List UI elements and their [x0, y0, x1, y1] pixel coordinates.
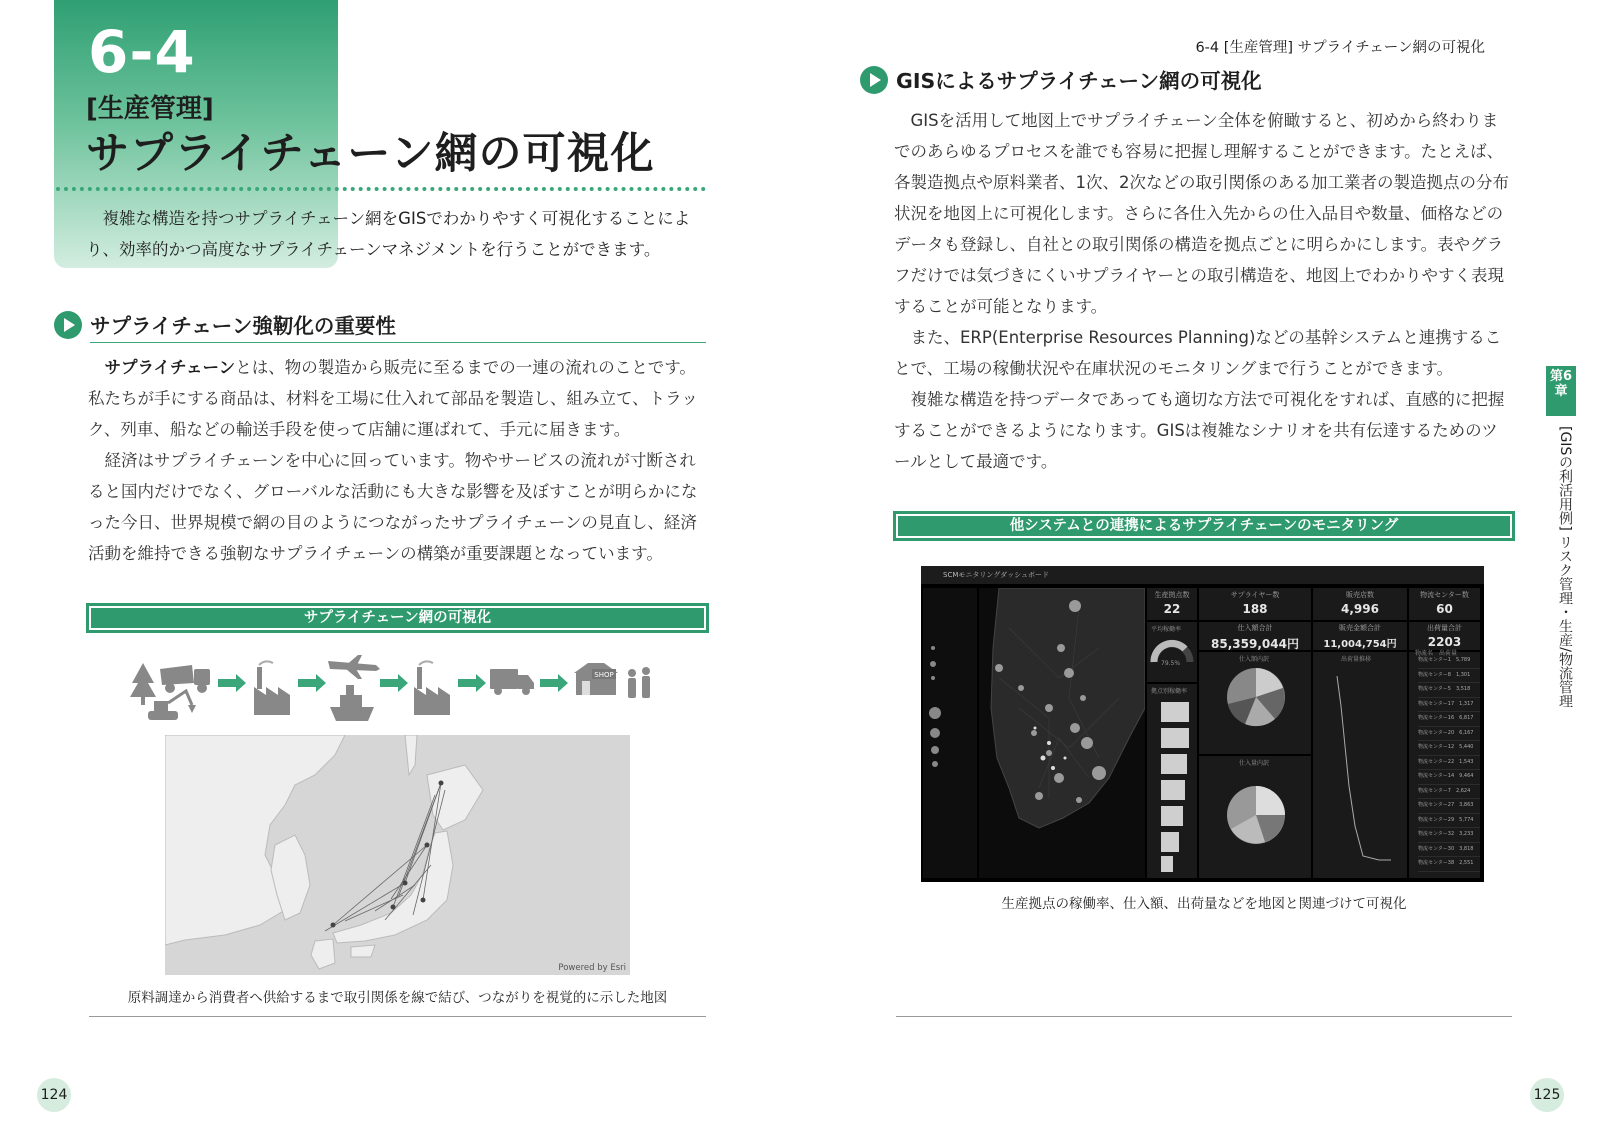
kpi-label: 販売店数 — [1346, 591, 1374, 599]
lead-paragraph: 複雑な構造を持つサプライチェーン網をGISでわかりやすく可視化することにより、効率的かつ高度なサプライチェーンマネジメントを行うことができます。 — [86, 209, 691, 259]
shop-icon — [574, 663, 618, 695]
paragraph-text: とは、物の製造から販売に至るまでの一連の流れのことです。私たちが手にする商品は、材料を工場に仕入れて部品を製造し、組み立て、トラック、列車、船などの輸送手段を使って店舗に運ばれて、手元に届きます。 — [88, 358, 698, 439]
dashboard-title: SCMモニタリングダッシュボード — [943, 571, 1049, 579]
kpi-label: 物流センター数 — [1420, 591, 1469, 599]
kpi-value: 22 — [1163, 602, 1181, 616]
logistics-table — [1418, 654, 1480, 872]
figure-bottom-rule — [896, 1016, 1512, 1017]
table-row: 物流センター22 1,543 — [1418, 756, 1480, 771]
table-row: 物流センター38 2,551 — [1418, 857, 1480, 872]
dashboard-screenshot — [921, 566, 1484, 882]
delivery-truck-icon — [490, 669, 534, 695]
dotted-divider — [56, 187, 706, 191]
paragraph: 複雑な構造を持つデータであっても適切な方法で可視化をすれば、直感的に把握することができるようになります。GISは複雑なシナリオを共有伝達するためのツールとして最適です。 — [894, 390, 1505, 471]
supply-chain-map — [165, 735, 630, 975]
dashboard-titlebar — [921, 566, 1484, 584]
kpi-value: 85,359,044円 — [1211, 637, 1299, 651]
kpi-label: 仕入額合計 — [1237, 624, 1273, 632]
kpi-label: 生産拠点数 — [1154, 591, 1190, 599]
table-row: 物流センター29 5,774 — [1418, 814, 1480, 829]
page-number: 124 — [37, 1078, 71, 1112]
section-title: サプライチェーン強靭化の重要性 — [90, 314, 396, 338]
kpi-purchase-total — [1199, 623, 1311, 652]
chapter-category: [生産管理] — [86, 94, 214, 124]
chapter-side-tab: 第6章 — [1546, 366, 1576, 416]
gauge-label: 平均稼働率 — [1151, 626, 1182, 633]
chapter-side-title: [GISの利活用例] リスク管理・生産/物流管理 — [1557, 426, 1573, 708]
key-term: サプライチェーン — [104, 358, 236, 377]
bar-panel-title: 拠点別稼働率 — [1151, 688, 1188, 695]
dashboard-map-panel — [979, 588, 1145, 878]
ship-icon — [330, 685, 374, 721]
table-row: 物流センター8 1,301 — [1418, 669, 1480, 684]
kpi-stores — [1313, 590, 1407, 616]
line-chart — [1319, 666, 1403, 876]
map-credit: Powered by Esri — [558, 963, 626, 973]
page-number: 125 — [1530, 1078, 1564, 1112]
figure-caption: 生産拠点の稼働率、仕入額、出荷量などを地図と関連づけて可視化 — [1001, 896, 1407, 912]
kpi-sites — [1147, 590, 1197, 616]
gauge-value: 79.5% — [1161, 660, 1181, 667]
dump-truck-icon — [160, 665, 210, 693]
kpi-logistics — [1409, 590, 1480, 616]
section2-body — [894, 105, 1512, 477]
kpi-label: 出荷量合計 — [1427, 624, 1462, 632]
kpi-value: 60 — [1436, 602, 1453, 616]
paragraph — [88, 352, 708, 445]
excavator-icon — [148, 691, 196, 720]
paragraph: また、ERP(Enterprise Resources Planning)などの基幹システムと連携することで、工場の稼働状況や在庫状況のモニタリングまで行うことができます。 — [894, 328, 1502, 378]
table-row: 物流センター32 3,233 — [1418, 828, 1480, 843]
table-row: 物流センター20 6,167 — [1418, 727, 1480, 742]
kpi-shipment-total — [1409, 623, 1480, 649]
factory-icon — [414, 661, 450, 715]
chapter-title: サプライチェーン網の可視化 — [86, 129, 655, 179]
figure-caption: 原料調達から消費者へ供給するまで取引関係を線で結び、つながりを視覚的に示した地図 — [127, 990, 668, 1006]
table-row: 物流センター1 5,789 — [1418, 654, 1480, 669]
running-head: 6-4 [生産管理] サプライチェーン網の可視化 — [1195, 40, 1485, 56]
shop-sign: SHOP — [594, 671, 614, 679]
table-row: 物流センター7 2,624 — [1418, 785, 1480, 800]
people-icon — [628, 667, 650, 698]
table-row: 物流センター30 3,818 — [1418, 843, 1480, 858]
pie-panel-title: 仕入量内訳 — [1239, 760, 1270, 767]
table-row: 物流センター14 9,464 — [1418, 770, 1480, 785]
play-bullet-icon — [860, 66, 888, 94]
tree-icon — [130, 663, 156, 705]
figure-title: 他システムとの連携によるサプライチェーンのモニタリング — [896, 514, 1512, 538]
figure-title: サプライチェーン網の可視化 — [89, 606, 706, 630]
kpi-suppliers — [1199, 590, 1311, 616]
airplane-icon — [328, 655, 380, 679]
section-heading-2 — [860, 64, 1510, 98]
kpi-sales-total — [1313, 623, 1407, 650]
kpi-value: 4,996 — [1341, 602, 1379, 616]
kpi-value: 11,004,754円 — [1323, 639, 1397, 650]
supply-flow-illustration — [130, 655, 670, 733]
kpi-value: 188 — [1242, 602, 1268, 616]
factory-icon — [254, 661, 290, 715]
paragraph: 経済はサプライチェーンを中心に回っています。物やサービスの流れが寸断されると国内だけでなく、グローバルな活動にも大きな影響を及ぼすことが明らかになった今日、世界規模で網の目のようにつながったサプライチェーンの見直し、経済活動を維持できる強靭なサプライチェーンの構築が重要課題となっています。 — [88, 451, 698, 563]
table-row: 物流センター12 5,440 — [1418, 741, 1480, 756]
pie-chart-purchase — [1225, 666, 1287, 728]
pie-panel-title: 仕入額内訳 — [1239, 656, 1270, 663]
section-heading-1 — [54, 309, 706, 343]
table-row: 物流センター16 6,817 — [1418, 712, 1480, 727]
dashboard-legend — [923, 588, 977, 878]
section-underline — [90, 342, 706, 343]
bar-chart — [1157, 698, 1193, 874]
table-row: 物流センター27 3,863 — [1418, 799, 1480, 814]
table-header: 物流名 出荷量 — [1415, 650, 1458, 657]
figure-bottom-rule — [89, 1016, 706, 1017]
section-title: GISによるサプライチェーン網の可視化 — [896, 69, 1262, 93]
section1-body — [88, 352, 708, 569]
kpi-label: サプライヤー数 — [1230, 591, 1280, 599]
table-row: 物流センター5 3,518 — [1418, 683, 1480, 698]
table-row: 物流センター17 1,317 — [1418, 698, 1480, 713]
pie-chart-quantity — [1225, 784, 1287, 846]
paragraph: GISを活用して地図上でサプライチェーン全体を俯瞰すると、初めから終わりまでのあらゆるプロセスを誰でも容易に把握し理解することができます。たとえば、各製造拠点や原料業者、1次、2次などの取引関係のある加工業者の製造拠点の分布状況を地図上に可視化します。さらに各仕入先からの仕入品目や数量、価格などのデータも登録し、自社との取引関係の構造を拠点ごとに明らかにします。表やグラフだけでは気づきにくいサプライヤーとの取引構造を、地図上でわかりやすく表現することが可能となります。 — [894, 111, 1509, 316]
line-panel-title: 出荷量推移 — [1341, 656, 1372, 663]
chapter-number: 6-4 — [88, 18, 196, 86]
kpi-label: 販売金額合計 — [1339, 624, 1381, 632]
play-bullet-icon — [54, 311, 82, 339]
kpi-value: 2203 — [1427, 635, 1462, 649]
